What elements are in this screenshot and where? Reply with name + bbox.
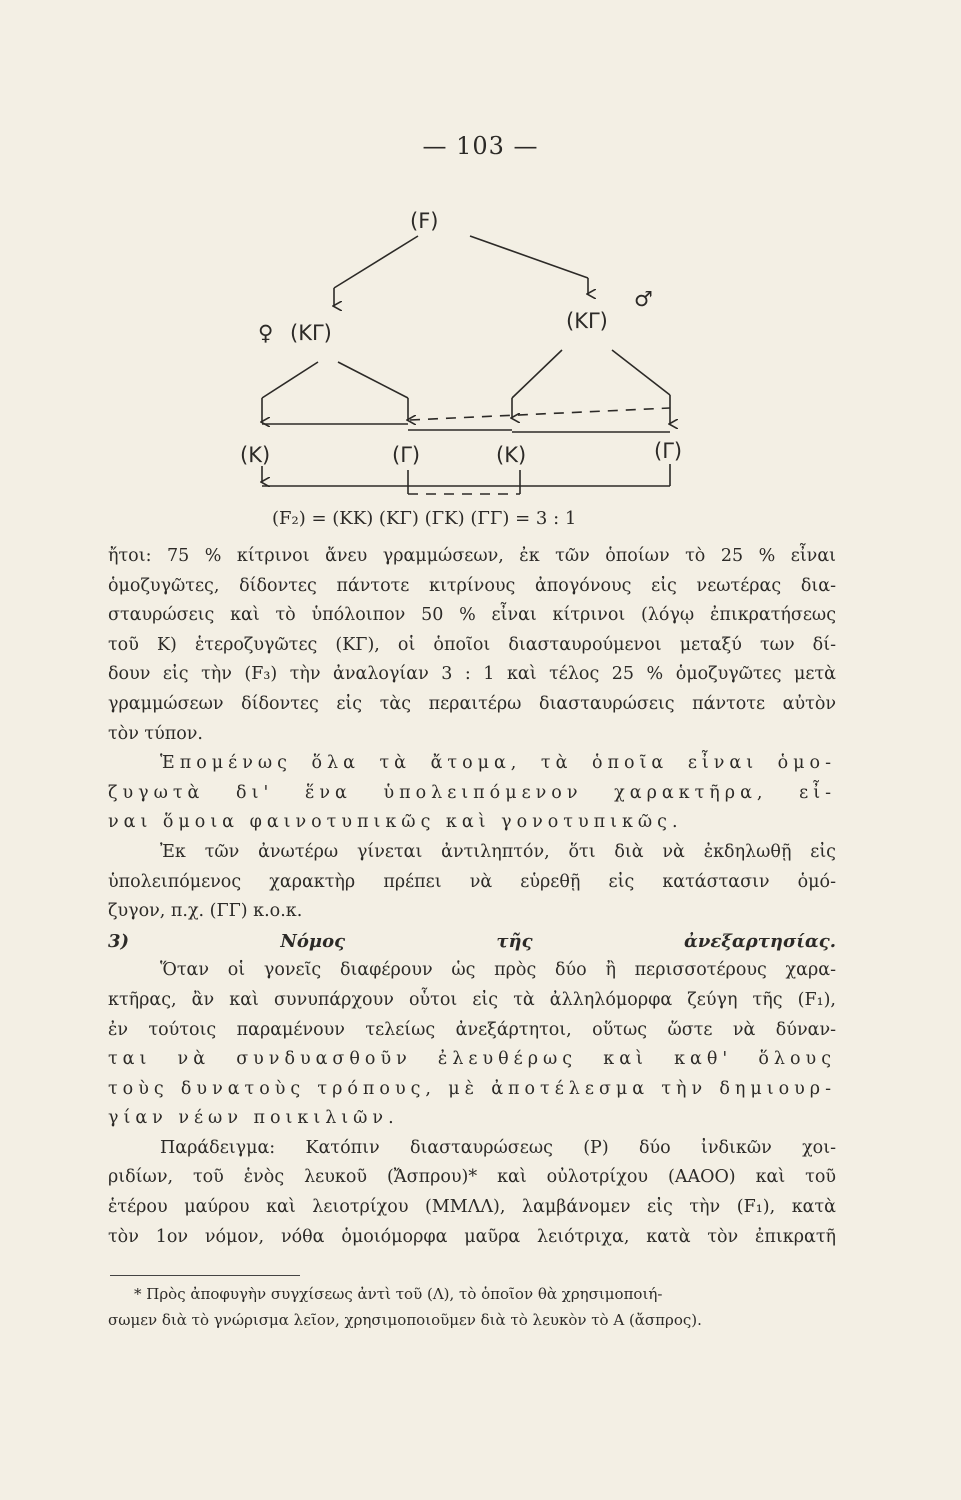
crossing-diagram	[0, 0, 961, 540]
footnote-line: * Πρὸς ἀποφυγὴν συγχίσεως ἀντὶ τοῦ (Λ), τὸ ὁποῖον θὰ χρησιμοποιή-	[134, 1285, 663, 1303]
diagram-gamete-4: (Γ)	[654, 439, 683, 463]
text-line: σταυρώσεις καὶ τὸ ὑπόλοιπον 50 % εἶναι κίτρινοι (λόγῳ ἐπικρατήσεως	[108, 605, 836, 626]
text-line: ὑπολειπόμενος χαρακτὴρ πρέπει νὰ εὑρεθῇ εἰς κατάστασιν ὁμό-	[108, 871, 836, 892]
text-line: τὸν τύπον.	[108, 723, 203, 744]
text-line: Παράδειγμα: Κατόπιν διασταυρώσεως (P) δύο ἰνδικῶν χοι-	[160, 1137, 836, 1158]
text-line: ριδίων, τοῦ ἑνὸς λευκοῦ (Ἄσπρου)* καὶ οὐλοτρίχου (ΑΑΟΟ) καὶ τοῦ	[108, 1167, 836, 1188]
text-line: ναι ὅμοια φαινοτυπικῶς καὶ γονοτυπικῶς.	[108, 812, 683, 833]
section-heading: 3) Νόμος τῆς ἀνεξαρτησίας.	[108, 930, 836, 952]
text-line: ται νὰ συνδυασθοῦν ἐλευθέρως καὶ καθ' ὅλους	[108, 1049, 836, 1070]
text-line: τοῦ Κ) ἑτεροζυγῶτες (ΚΓ), οἱ ὁποῖοι διασταυρούμενοι μεταξύ των δί-	[108, 634, 836, 655]
male-icon: ♂	[634, 287, 653, 311]
diagram-gamete-3: (Κ)	[496, 443, 527, 467]
diagram-top-label: (F)	[410, 209, 439, 233]
main-text	[108, 542, 836, 1252]
text-line: Ὅταν οἱ γονεῖς διαφέρουν ὡς πρὸς δύο ἢ περισσοτέρους χαρα-	[160, 960, 836, 981]
text-line: γραμμώσεων δίδοντες εἰς τὰς περαιτέρω διασταυρώσεις πάντοτε αὐτὸν	[108, 693, 836, 714]
text-line: ἑτέρου μαύρου καὶ λειοτρίχου (ΜΜΛΛ), λαμβάνομεν εἰς τὴν (F₁), κατὰ	[108, 1197, 836, 1218]
text-line: ὁμοζυγῶτες, δίδοντες πάντοτε κιτρίνους ἀπογόνους εἰς νεωτέρας δια-	[108, 575, 836, 596]
text-line: τοὺς δυνατοὺς τρόπους, μὲ ἀποτέλεσμα τὴν δημιουρ-	[108, 1078, 836, 1099]
f2-formula: (F₂) = (ΚΚ) (ΚΓ) (ΓΚ) (ΓΓ) = 3 : 1	[272, 508, 577, 529]
text-line: δουν εἰς τὴν (F₃) τὴν ἀναλογίαν 3 : 1 καὶ τέλος 25 % ὁμοζυγῶτες μετὰ	[108, 664, 836, 685]
diagram-lines	[262, 236, 670, 494]
text-line: ἐν τούτοις παραμένουν τελείως ἀνεξάρτητοι, οὕτως ὥστε νὰ δύναν-	[108, 1019, 836, 1040]
text-line: ἤτοι: 75 % κίτρινοι ἄνευ γραμμώσεων, ἐκ τῶν ὁποίων τὸ 25 % εἶναι	[108, 546, 836, 566]
text-line: κτῆρας, ἂν καὶ συνυπάρχουν οὗτοι εἰς τὰ ἀλληλόμορφα ζεύγη τῆς (F₁),	[108, 989, 836, 1010]
diagram-right-parent: (ΚΓ)	[566, 309, 608, 333]
footnote-line: σωμεν διὰ τὸ γνώρισμα λεῖον, χρησιμοποιοῦμεν διὰ τὸ λευκὸν τὸ Α (ἄσπρος).	[108, 1311, 702, 1329]
text-line: Ἐκ τῶν ἀνωτέρω γίνεται ἀντιληπτόν, ὅτι διὰ νὰ ἐκδηλωθῇ εἰς	[160, 841, 836, 862]
female-icon: ♀	[258, 321, 274, 345]
diagram-left-parent: (ΚΓ)	[290, 321, 332, 345]
diagram-gamete-1: (Κ)	[240, 443, 271, 467]
text-line: τὸν 1ον νόμον, νόθα ὁμοιόμορφα μαῦρα λειότριχα, κατὰ τὸν ἐπικρατῆ	[108, 1226, 836, 1247]
diagram-gamete-2: (Γ)	[392, 443, 421, 467]
text-line: ζυγωτὰ δι' ἕνα ὑπολειπόμενον χαρακτῆρα, εἶ-	[108, 782, 836, 803]
footnote-divider	[110, 1275, 300, 1276]
text-line: ζυγον, π.χ. (ΓΓ) κ.ο.κ.	[108, 901, 303, 922]
footnote	[108, 1281, 836, 1333]
text-line: γίαν νέων ποικιλιῶν.	[108, 1108, 399, 1129]
text-line: Ἑπομένως ὅλα τὰ ἄτομα, τὰ ὁποῖα εἶναι ὁμο-	[160, 753, 836, 774]
page-number: — 103 —	[422, 132, 539, 160]
